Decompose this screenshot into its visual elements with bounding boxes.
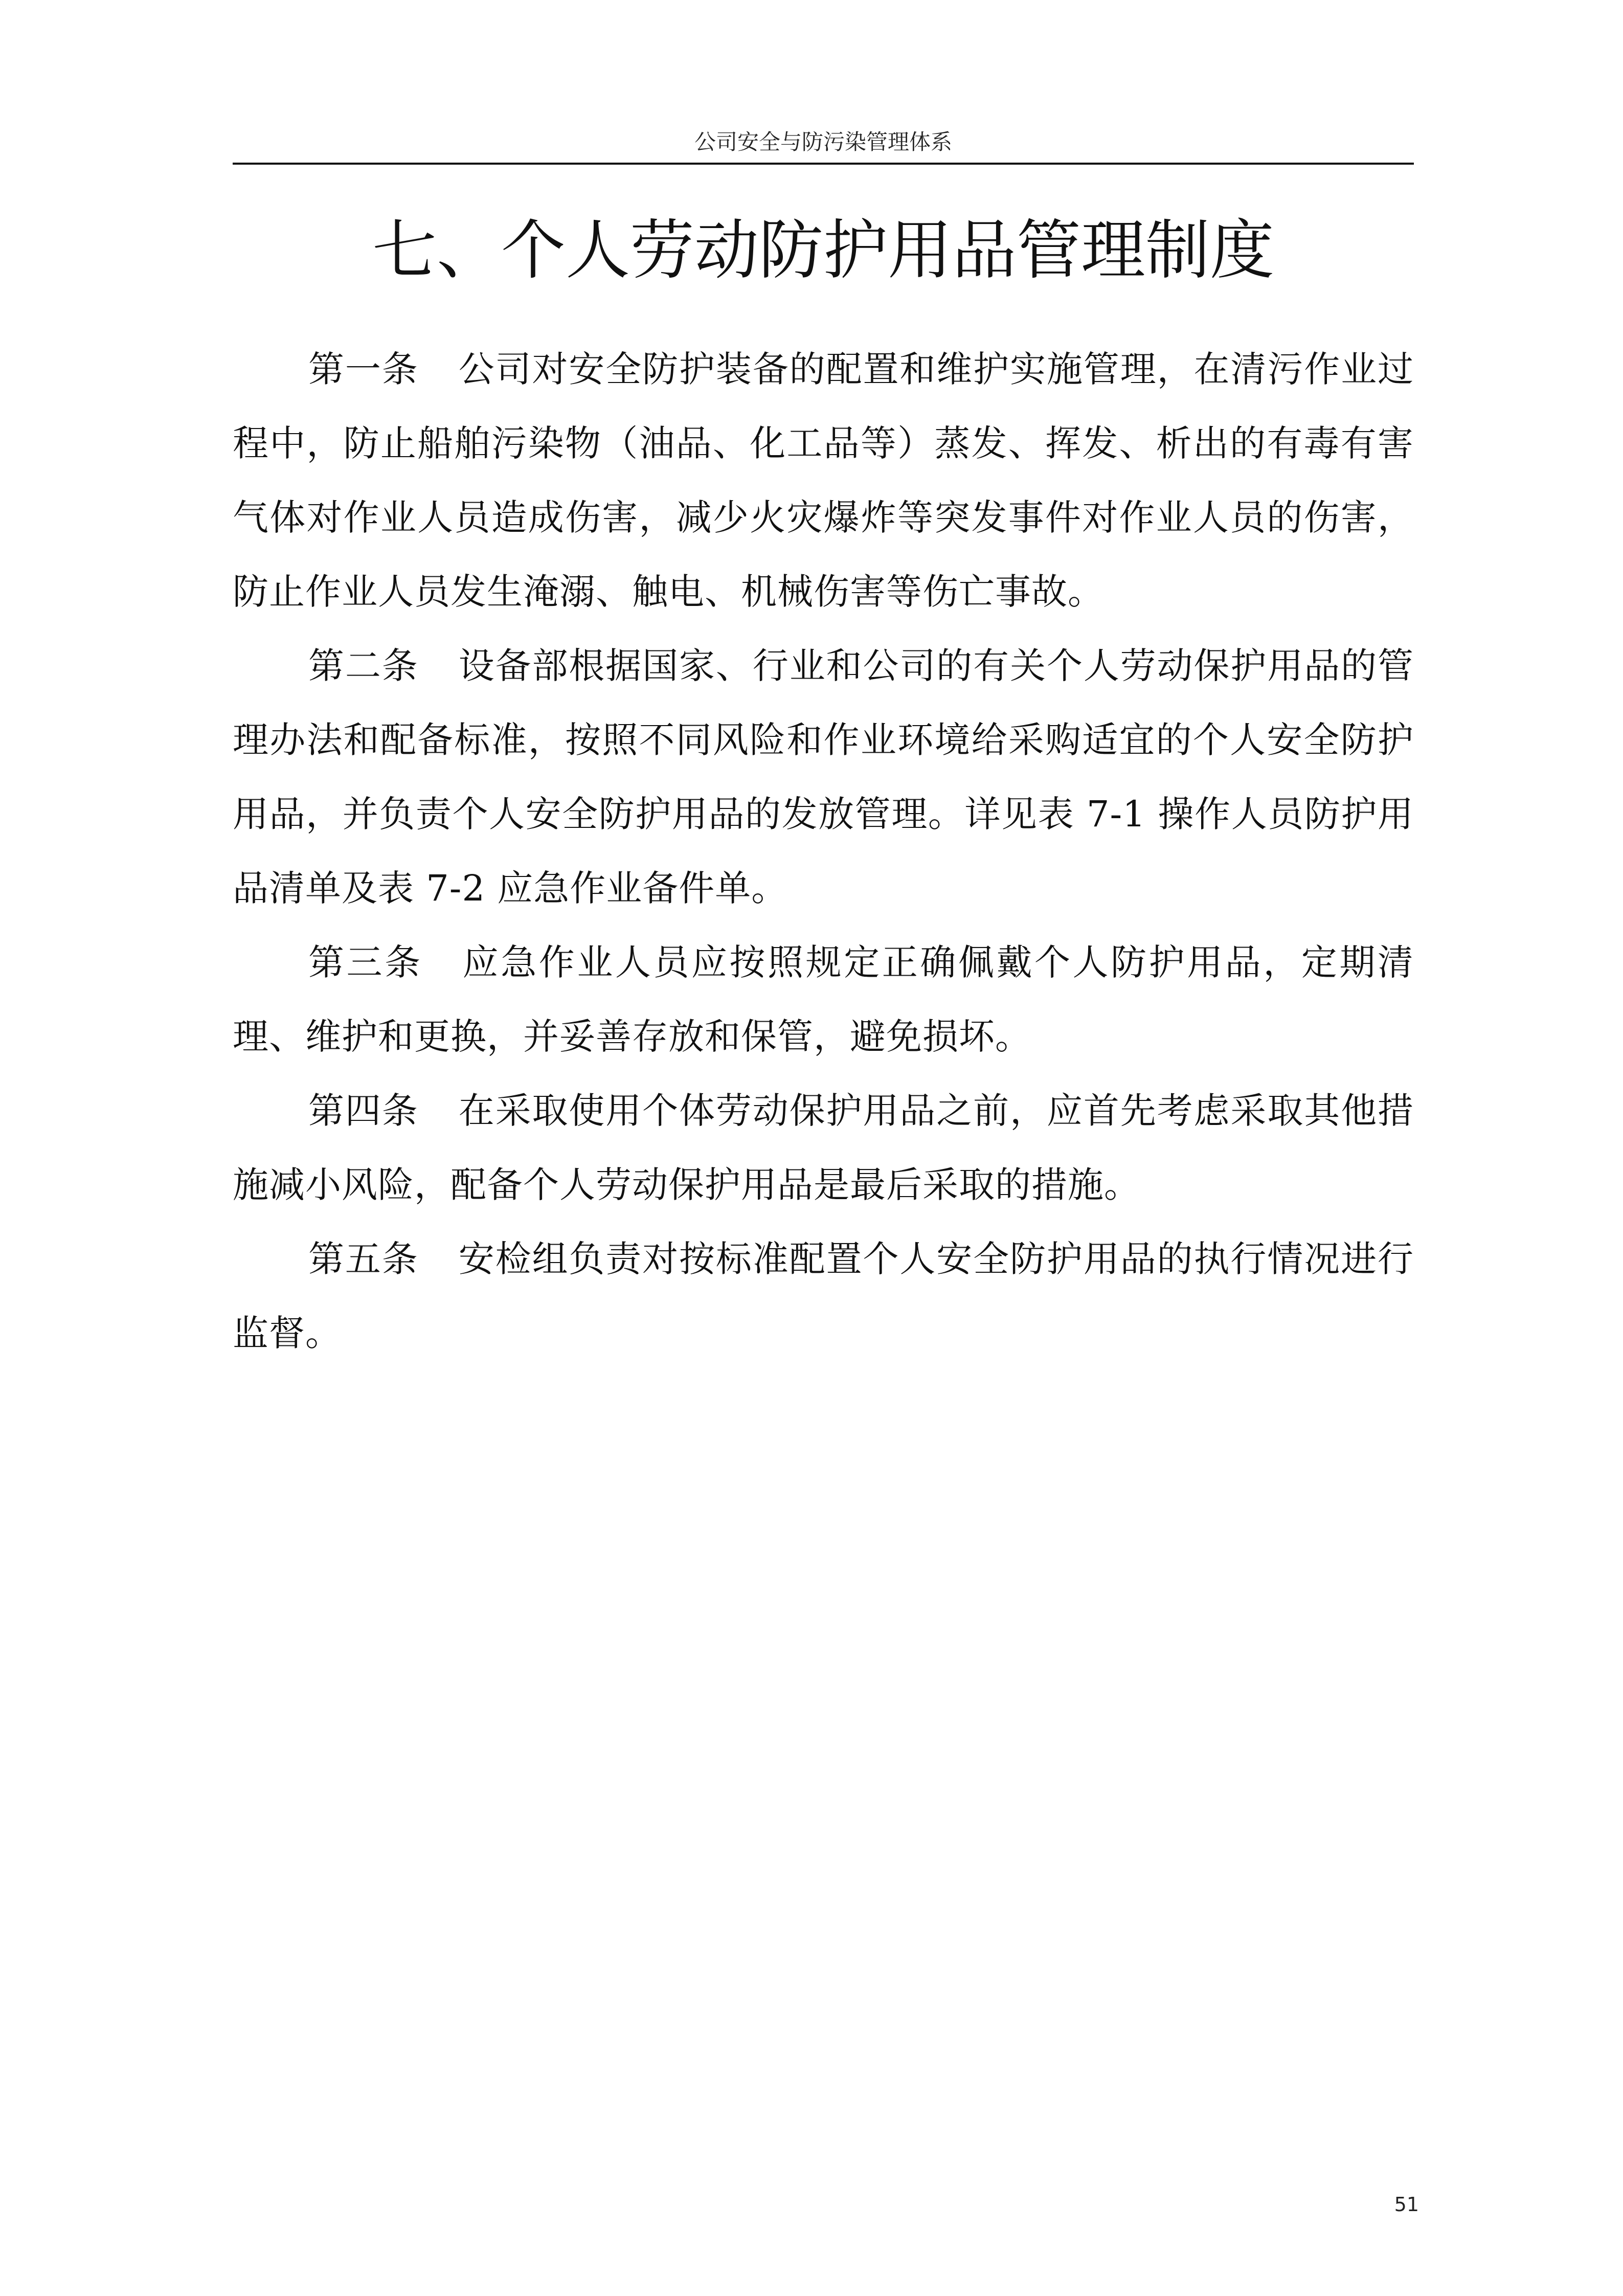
article-number: 第四条 — [308, 1090, 419, 1132]
article-2 — [233, 629, 1414, 926]
running-header: 公司安全与防污染管理体系 — [694, 129, 952, 154]
article-list — [233, 332, 1414, 1370]
document-title: 七、个人劳动防护用品管理制度 — [372, 213, 1274, 288]
article-text: 应急作业人员应按照规定正确佩戴个人防护用品，定期清理、维护和更换，并妥善存放和保管，避免损坏。 — [233, 941, 1414, 1057]
article-1 — [233, 332, 1414, 629]
page-number: 51 — [1394, 2193, 1419, 2216]
article-number: 第一条 — [308, 348, 419, 390]
header-rule — [233, 163, 1414, 165]
article-text: 设备部根据国家、行业和公司的有关个人劳动保护用品的管理办法和配备标准，按照不同风险和作业环境给采购适宜的个人安全防护用品，并负责个人安全防护用品的发放管理。详见表 7-1 操作人员防护用品清单及表 7-2 应急作业备件单。 — [233, 645, 1414, 909]
article-text: 公司对安全防护装备的配置和维护实施管理，在清污作业过程中，防止船舶污染物（油品、化工品等）蒸发、挥发、析出的有毒有害气体对作业人员造成伤害，减少火灾爆炸等突发事件对作业人员的伤害，防止作业人员发生淹溺、触电、机械伤害等伤亡事故。 — [233, 348, 1414, 613]
article-number: 第三条 — [308, 941, 423, 983]
article-3 — [233, 926, 1414, 1074]
article-text: 安检组负责对按标准配置个人安全防护用品的执行情况进行监督。 — [233, 1238, 1414, 1354]
article-5 — [233, 1222, 1414, 1370]
article-text: 在采取使用个体劳动保护用品之前，应首先考虑采取其他措施减小风险，配备个人劳动保护用品是最后采取的措施。 — [233, 1090, 1414, 1206]
article-number: 第二条 — [308, 645, 419, 687]
article-number: 第五条 — [308, 1238, 419, 1280]
article-4 — [233, 1074, 1414, 1222]
